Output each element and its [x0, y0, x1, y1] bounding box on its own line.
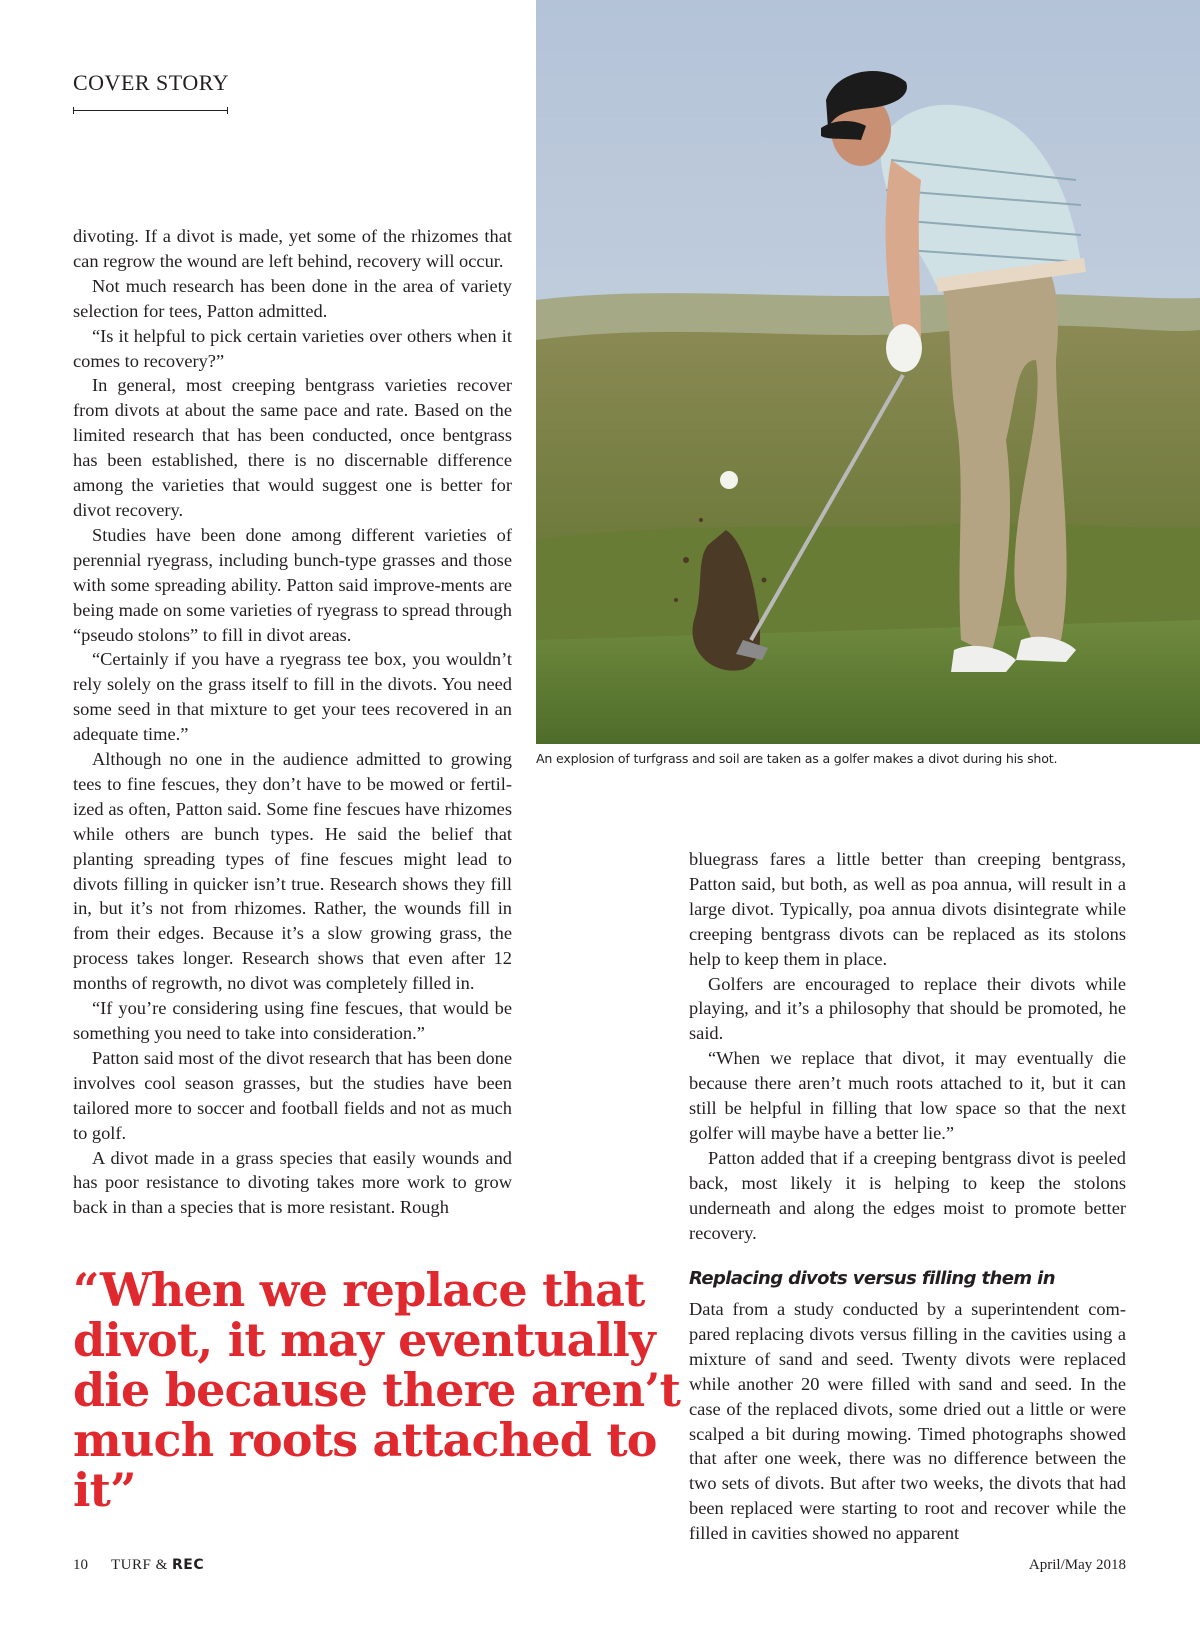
- paragraph: Although no one in the audience admitted to growing tees to fine fescues, they don’t have to be mowed or fertil-ized as often, Patton said. Some fine fescues have rhizomes while others are bunch types. He said the belief that planting spreading types of fine fescues might lead to divots filling in quicker isn’t true. Research shows they fill in, but it’s not from rhizomes. Rather, the wounds fill in from their edges. Because it’s a slow growing grass, the process takes longer. Research shows that even after 12 months of regrowth, no divot was completely filled in.: [73, 749, 512, 994]
- paragraph: “If you’re considering using fine fescues, that would be something you need to take into consideration.”: [73, 998, 512, 1043]
- golfer-photo: [536, 0, 1200, 744]
- paragraph: Patton said most of the divot research that has been done involves cool season grasses, but the studies have been tailored more to soccer and football fields and not as much to golf.: [73, 1047, 512, 1143]
- section-label: COVER STORY: [73, 70, 230, 95]
- publication-name: [111, 1557, 204, 1574]
- paragraph: In general, most creeping bentgrass varieties recover from divots at about the same pace and rate. Based on the limited research that has been conducted, once bentgrass has been established, there is no discernable difference among the varieties that would suggest one is better for divot recovery.: [73, 375, 512, 520]
- photo-caption: An explosion of turfgrass and soil are taken as a golfer makes a divot during his shot.: [536, 751, 1058, 766]
- pull-quote: “When we replace that divot, it may eventually die because there aren’t much roots attached to it”: [73, 1263, 681, 1517]
- publication-prefix: TURF &: [111, 1557, 173, 1573]
- section-rule: [73, 110, 228, 111]
- issue-date: April/May 2018: [1028, 1557, 1126, 1573]
- right-column-top: [689, 847, 1126, 1246]
- paragraph: Studies have been done among different varieties of perennial ryegrass, including bunch-type grasses and those with some spreading ability. Patton said improve-ments are being made on some varieties of ryegrass to spread through “pseudo stolons” to fill in divot areas.: [73, 524, 512, 645]
- left-column: [73, 224, 512, 1220]
- paragraph: “Certainly if you have a ryegrass tee box, you wouldn’t rely solely on the grass itself to fill in the divots. You need some seed in that mixture to get your tees recovered in an adequate time.”: [73, 649, 512, 745]
- paragraph: “When we replace that divot, it may eventually die because there aren’t much roots attached to it, but it can still be helpful in filling that low space so that the next golfer will maybe have a better lie.”: [689, 1048, 1126, 1143]
- paragraph: Golfers are encouraged to replace their divots while playing, and it’s a philosophy that should be promoted, he said.: [689, 973, 1126, 1044]
- paragraph: Data from a study conducted by a superintendent com-pared replacing divots versus filling in the cavities using a mixture of sand and seed. Twenty divots were replaced while another 20 were filled with sand and seed. In the case of the replaced divots, some dried out a little or were scalped a bit during mowing. Timed photographs showed that after one week, there was no difference between the two sets of divots. But after two weeks, the divots that had been replaced were starting to root and recover while the filled in cavities showed no apparent: [689, 1299, 1126, 1544]
- paragraph: Patton added that if a creeping bentgrass divot is peeled back, most likely it is helping to keep the stolons underneath and along the edges moist to promote better recovery.: [689, 1147, 1126, 1243]
- paragraph: “Is it helpful to pick certain varieties over others when it comes to recovery?”: [73, 325, 512, 371]
- paragraph: A divot made in a grass species that easily wounds and has poor resistance to divoting takes more work to grow back in than a species that is more resistant. Rough: [73, 1147, 512, 1218]
- paragraph: bluegrass fares a little better than creeping bentgrass, Patton said, but both, as well as poa annua, will result in a large divot. Typically, poa annua divots disintegrate while creeping bentgrass divots can be replaced as its stolons help to keep them in place.: [689, 849, 1126, 969]
- subhead: Replacing divots versus filling them in: [689, 1268, 1055, 1289]
- publication-bold: REC: [172, 1557, 205, 1573]
- page-number: 10: [73, 1557, 88, 1573]
- paragraph: divoting. If a divot is made, yet some of the rhizomes that can regrow the wound are left behind, recovery will occur.: [73, 226, 512, 271]
- paragraph: Not much research has been done in the area of variety selection for tees, Patton admitted.: [73, 275, 512, 321]
- right-column-bottom: [689, 1297, 1126, 1546]
